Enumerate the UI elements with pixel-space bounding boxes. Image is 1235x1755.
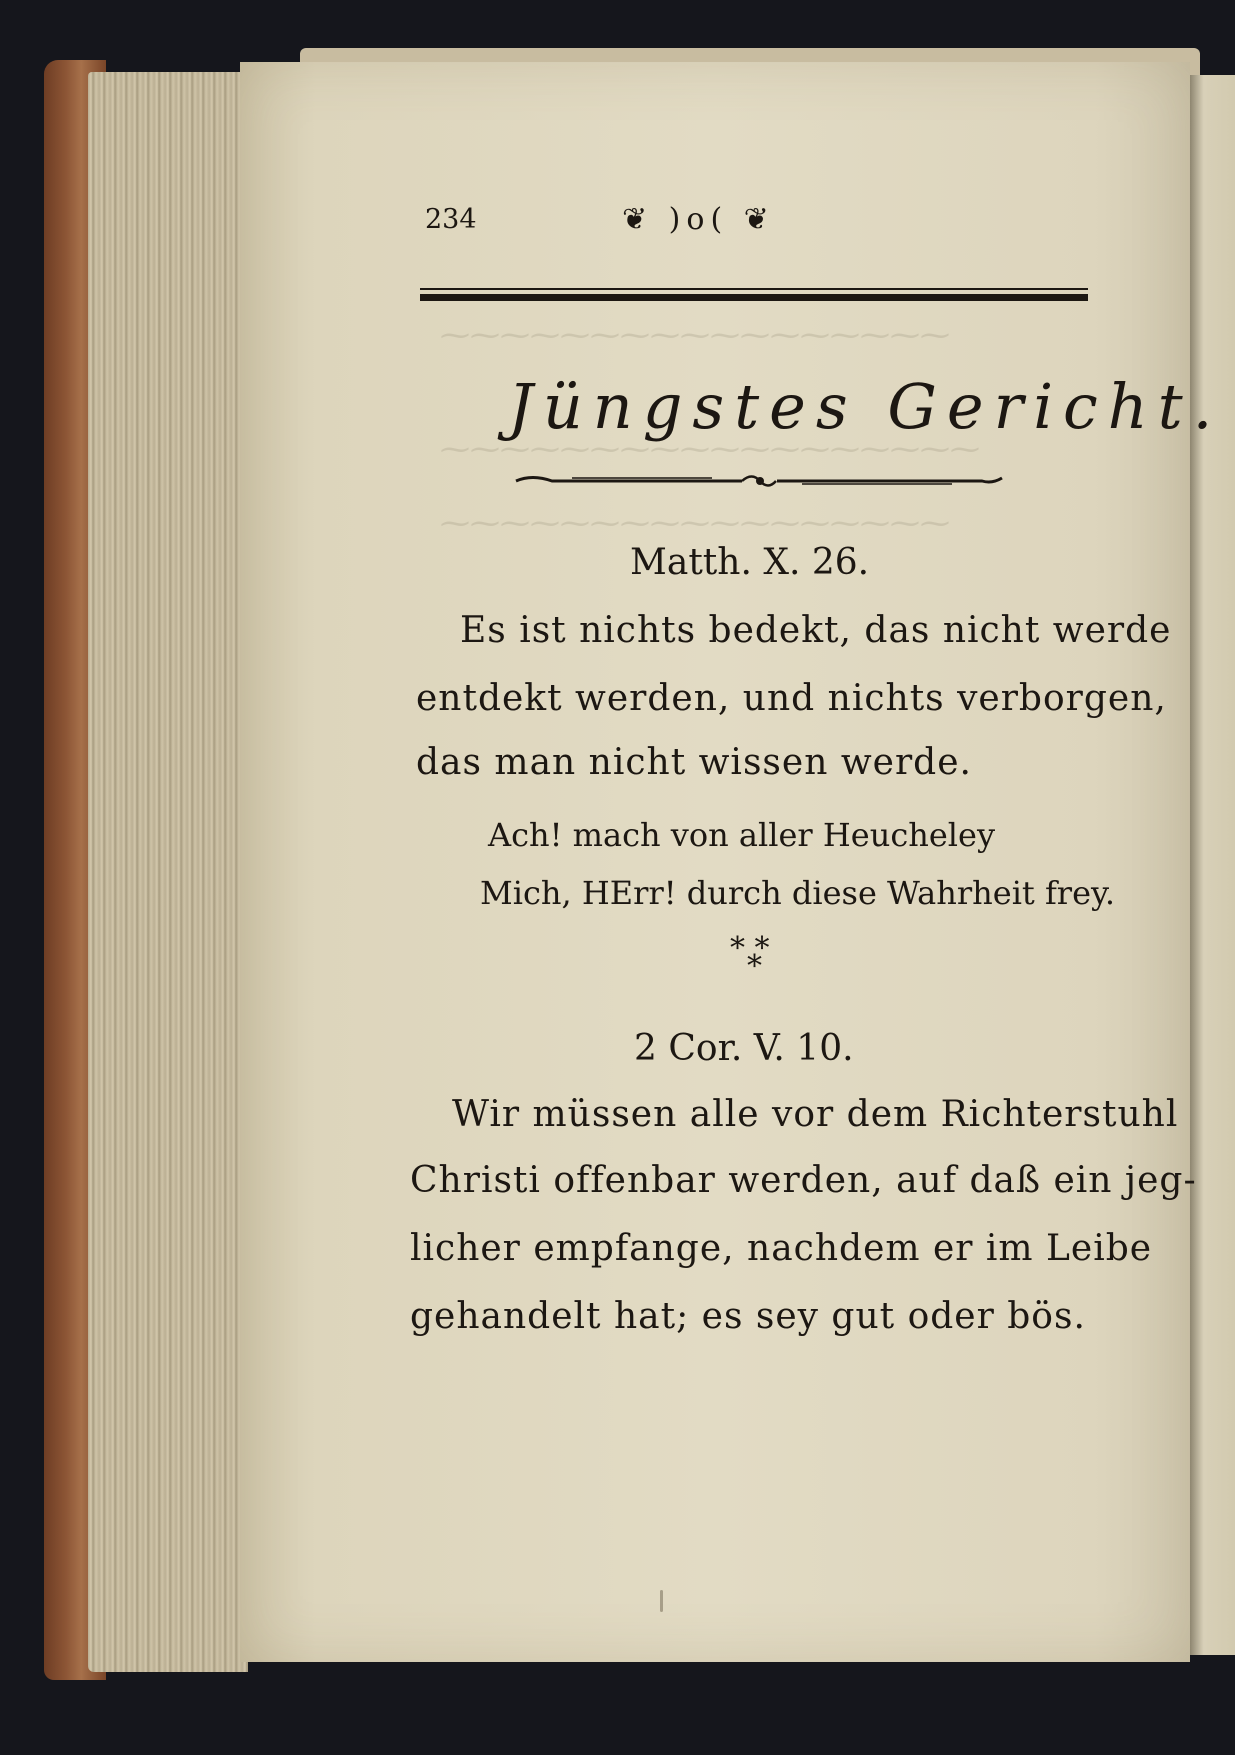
- ornament-rule: [512, 470, 1007, 492]
- scripture-reference: Matth. X. 26.: [630, 542, 870, 583]
- page-edges: [88, 72, 248, 1672]
- verse-line: das man nicht wissen werde.: [416, 742, 972, 783]
- hymn-line: Mich, HErr! durch diese Wahrheit frey.: [480, 874, 1116, 912]
- verse-line: licher empfange, nachdem er im Leibe: [410, 1228, 1153, 1269]
- scripture-reference: 2 Cor. V. 10.: [634, 1028, 854, 1069]
- verse-line: Wir müssen alle vor dem Richterstuhl: [452, 1094, 1179, 1135]
- asterism: * * *: [730, 931, 770, 984]
- show-through: ⁓⁓⁓⁓⁓⁓⁓⁓⁓⁓⁓⁓⁓⁓⁓⁓⁓: [440, 506, 950, 541]
- page-number: 234: [425, 204, 477, 235]
- book-page: [240, 62, 1190, 1662]
- show-through: ⁓⁓⁓⁓⁓⁓⁓⁓⁓⁓⁓⁓⁓⁓⁓⁓⁓: [440, 318, 950, 353]
- page-title: Jüngstes Gericht.: [508, 370, 1223, 443]
- paper-mark: [660, 1590, 663, 1612]
- verse-line: gehandelt hat; es sey gut oder bös.: [410, 1296, 1086, 1337]
- verse-line: Es ist nichts bedekt, das nicht werde: [460, 610, 1172, 651]
- show-through: ⁓⁓⁓⁓⁓⁓⁓⁓⁓⁓⁓⁓⁓⁓⁓⁓⁓⁓: [440, 432, 980, 467]
- hymn-line: Ach! mach von aller Heucheley: [488, 816, 996, 854]
- header-rule-thick: [420, 294, 1088, 301]
- verse-line: Christi offenbar werden, auf daß ein jeg-: [410, 1160, 1197, 1201]
- verse-line: entdekt werden, und nichts verborgen,: [416, 678, 1167, 719]
- running-head: ❦ )o( ❦: [622, 202, 775, 237]
- header-rule-thin: [420, 288, 1088, 290]
- facing-page: [1190, 75, 1235, 1655]
